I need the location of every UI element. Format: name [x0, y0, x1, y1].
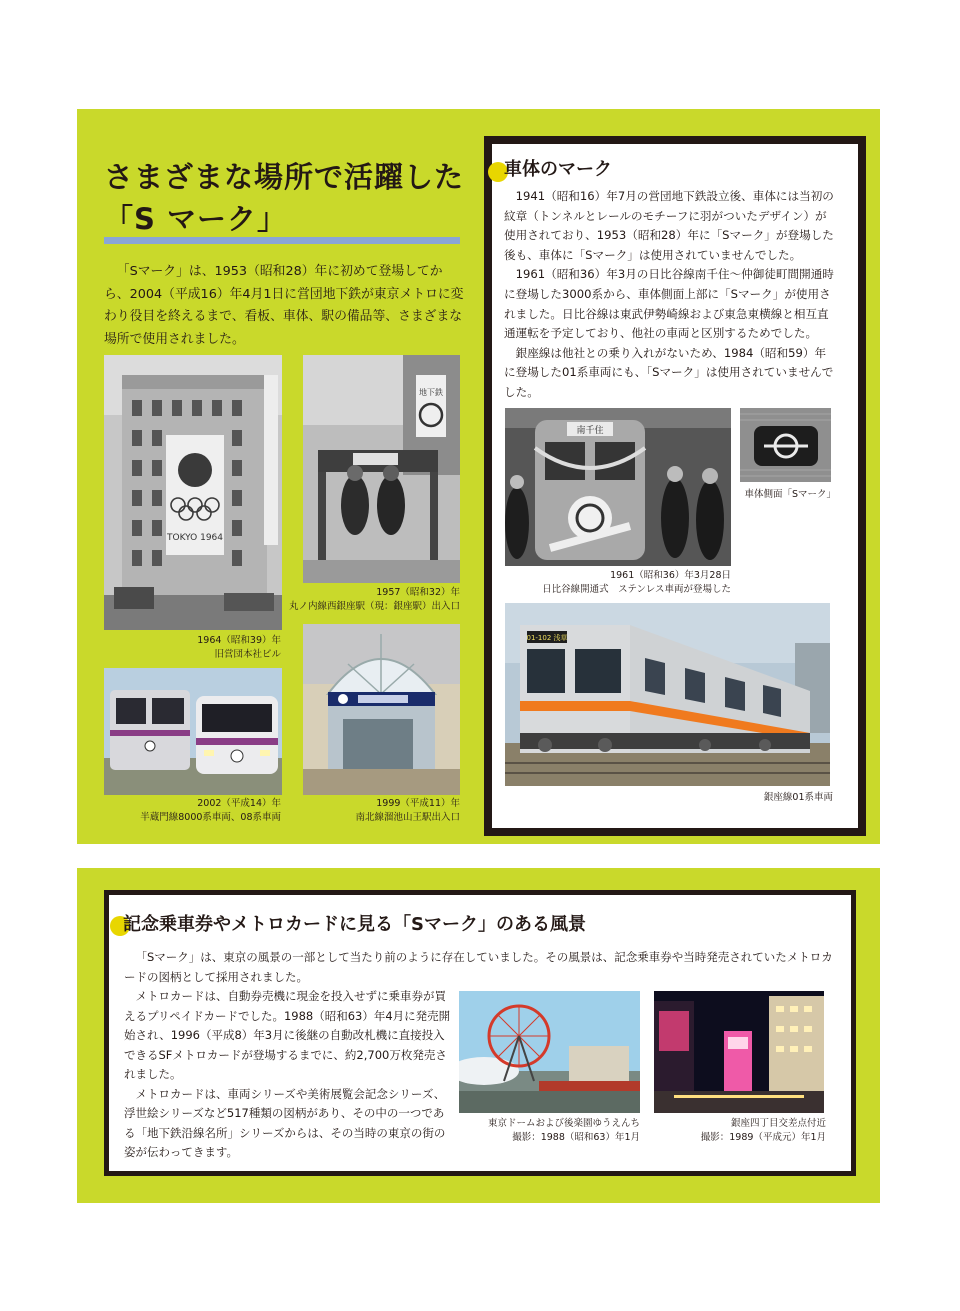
intro-paragraph: 「Sマーク」は、1953（昭和28）年に初めて登場してから、2004（平成16）年4月1日に営団地下鉄が東京メトロに変わり役目を終えるまで、看板、車体、駅の備品等、さまざまな場所で使用されました。 — [104, 264, 464, 347]
caption-side-s-mark: 車体側面「Sマーク」 — [744, 489, 836, 500]
photo-ginza-01-series — [505, 603, 830, 786]
vehicle-paragraph-3: 銀座線は他社との乗り入れがないため、1984（昭和59）年に登場した01系車両にも、「Sマーク」は使用されていませんでした。 — [504, 345, 834, 399]
subway-sign-text: 地下鉄 — [419, 388, 443, 397]
photo-hibiya-opening — [505, 408, 731, 566]
vehicle-section-title: 車体のマーク — [504, 159, 612, 180]
photo-nishiginza-entrance — [303, 355, 460, 583]
vehicle-paragraph-1: 1941（昭和16）年7月の営団地下鉄設立後、車体には当初の紋章（トンネルとレールのモチーフに羽がついたデザイン）が使用されており、1953（昭和28）年に「Sマーク」が登場した後も、車体に「Sマーク」は使用されていませんでした。 — [504, 189, 834, 262]
page-title-line2: 「S マーク」 — [104, 202, 287, 236]
hq-sign-text: TOKYO 1964 — [166, 533, 224, 543]
caption-hanzomon-trains: 2002（平成14）年 半蔵門線8000系車両、08系車両 — [140, 798, 281, 823]
caption-tameike-entrance: 1999（平成11）年 南北線溜池山王駅出入口 — [355, 798, 460, 823]
photo-ginza-night — [654, 991, 824, 1113]
photo-tameike-entrance — [303, 624, 460, 795]
train-number-text: 01-102 浅草 — [526, 634, 568, 642]
scene-section-title: 記念乗車券やメトロカードに見る「Sマーク」のある風景 — [123, 914, 586, 935]
photo-tokyo-dome — [459, 991, 640, 1113]
photo-side-s-mark — [740, 408, 831, 482]
scene-paragraph-2: メトロカードは、自動券売機に現金を投入せずに乗車券が買えるプリペイドカードでした。1988（昭和63）年4月に発売開始され、1996（平成8）年3月に後継の自動改札機に直接投入できるSFメトロカードが登場するまでに、約2,700万枚発売されました。 — [124, 989, 451, 1081]
caption-ginza-01-series: 銀座線01系車両 — [763, 792, 833, 803]
caption-ginza-night: 銀座四丁目交差点付近 撮影：1989（平成元）年1月 — [700, 1118, 826, 1143]
scene-paragraph-3: メトロカードは、車両シリーズや美術展覧会記念シリーズ、浮世絵シリーズなど517種類の図柄があり、その中の一つである「地下鉄沿線名所」シリーズからは、その当時の東京の街の姿が伝わってきます。 — [124, 1086, 446, 1159]
caption-nishiginza-entrance: 1957（昭和32）年 丸ノ内線西銀座駅（現：銀座駅）出入口 — [288, 587, 460, 612]
photo-hq-building — [104, 355, 282, 630]
caption-hq-building: 1964（昭和39）年 旧営団本社ビル — [197, 635, 281, 660]
vehicle-text — [504, 187, 836, 403]
scene-paragraph-1: 「Sマーク」は、東京の風景の一部として当たり前のように存在していました。その風景は、記念乗車券や当時発売されていたメトロカードの図柄として採用されました。 — [124, 950, 833, 984]
title-underline — [104, 237, 460, 244]
destination-sign-text: 南千住 — [576, 426, 604, 436]
scene-text-left — [124, 987, 452, 1163]
page-title-line1: さまざまな場所で活躍した — [104, 160, 465, 194]
scene-text-top — [124, 948, 836, 987]
vehicle-paragraph-2: 1961（昭和36）年3月の日比谷線南千住～仲御徒町間開通時に登場した3000系から、車体側面上部に「Sマーク」が使用されました。日比谷線は東武伊勢崎線および東急東横線と相互直通運転を予定しており、他社の車両と区別するためでした。 — [504, 267, 834, 341]
photo-hanzomon-trains — [104, 668, 282, 795]
caption-hibiya-opening: 1961（昭和36）年3月28日 日比谷線開通式 ステンレス車両が登場した — [542, 570, 731, 595]
page-title — [104, 156, 464, 240]
caption-tokyo-dome: 東京ドームおよび後楽園ゆうえんち 撮影：1988（昭和63）年1月 — [487, 1118, 640, 1143]
